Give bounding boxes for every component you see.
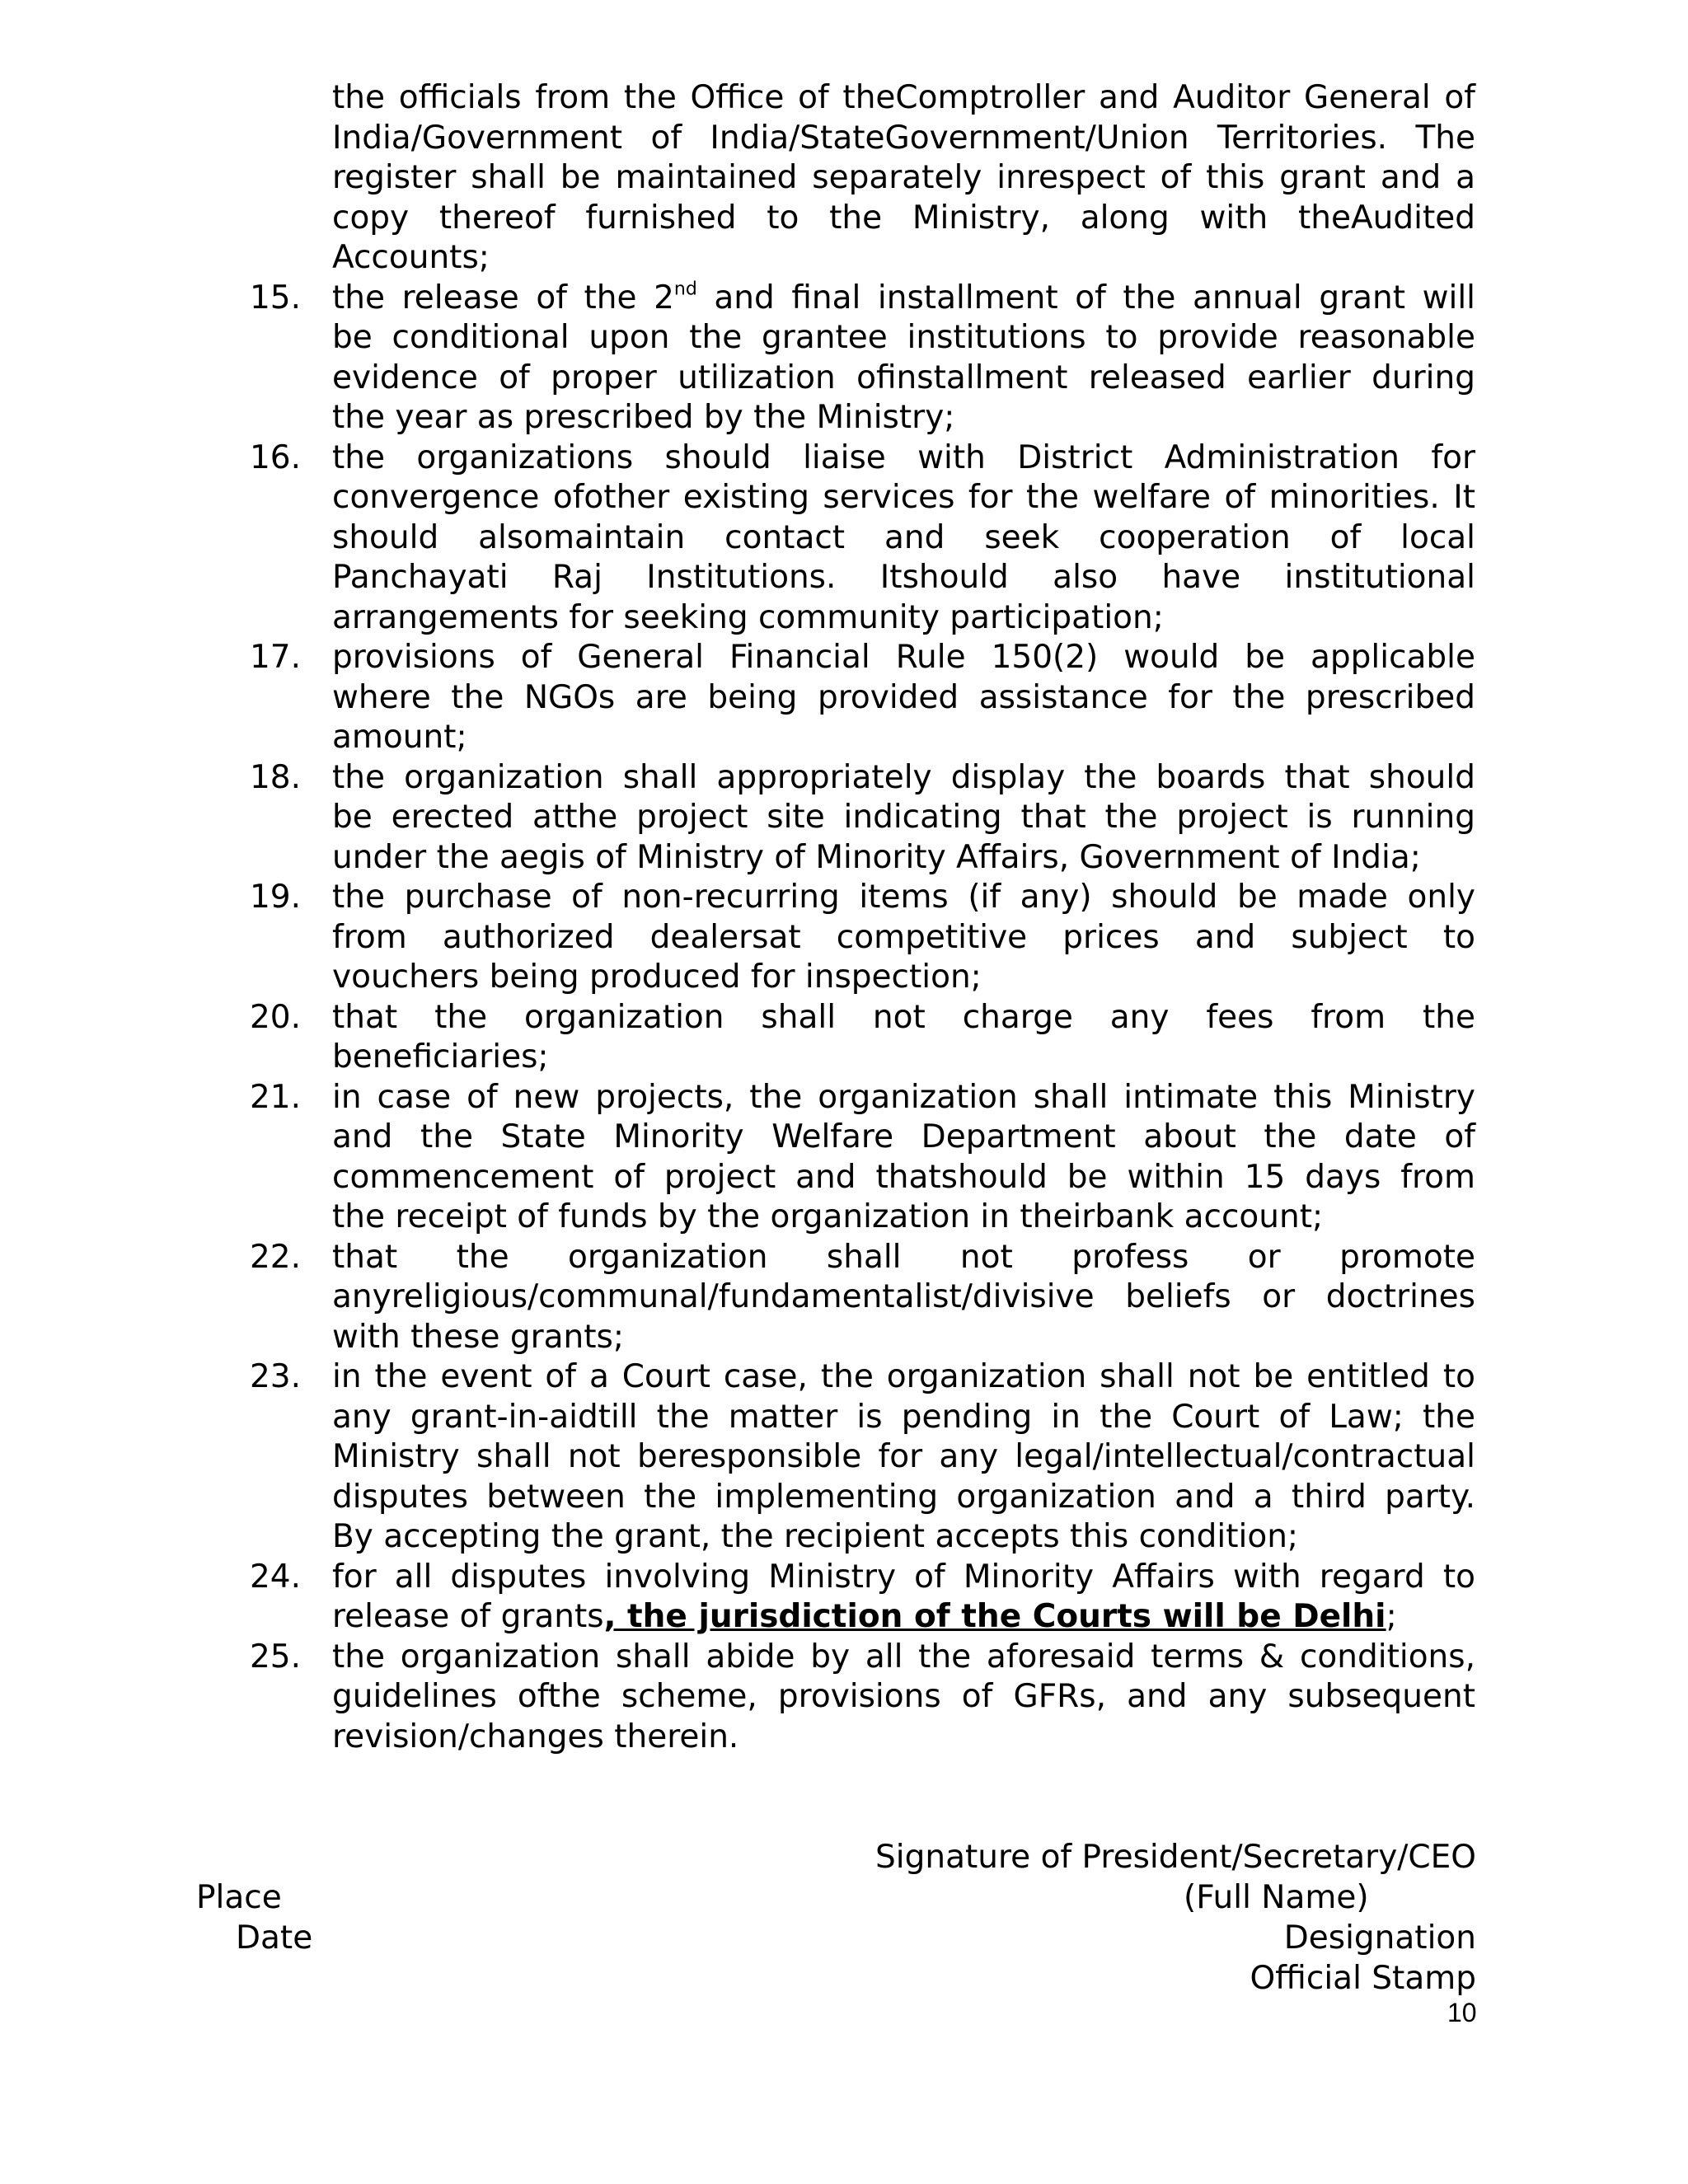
list-item-line: under the aegis of Ministry of Minority Affairs, Government of India; [332,838,1421,876]
item-number: 15. [249,279,301,316]
list-item-15: 15. the release of the 2nd and final installment of the annual grant will [239,279,1475,319]
list-item-19: 19. the purchase of non-recurring items (if any) should be made only [239,878,1475,918]
list-item-line: with these grants; [332,1318,625,1356]
list-item-line: any grant-in-aidtill the matter is pending in the Court of Law; the [332,1398,1475,1436]
list-item-line: By accepting the grant, the recipient accepts this condition; [332,1518,1299,1555]
list-item-line: vouchers being produced for inspection; [332,958,982,996]
list-item-line: register shall be maintained separately inrespect of this grant and a [332,159,1475,196]
list-item-line: Panchayati Raj Institutions. Itshould also have institutional [332,559,1475,596]
list-item-22: 22. that the organization shall not profess or promote [239,1238,1475,1278]
list-item-25: 25. the organization shall abide by all the aforesaid terms & conditions, [239,1638,1475,1678]
date-label: Date [236,1919,313,1957]
list-item-line: should alsomaintain contact and seek cooperation of local [332,518,1475,556]
list-item-line: beneficiaries; [332,1038,549,1076]
list-item-line: arrangements for seeking community participation; [332,598,1164,636]
list-item-line: and the State Minority Welfare Department about the date of [332,1118,1475,1155]
list-item-line: be erected atthe project site indicating that the project is running [332,799,1475,836]
page-number: 10 [1447,1998,1477,2027]
item-number: 18. [249,758,301,796]
list-item-line: India/Government of India/StateGovernment/Union Territories. The [332,119,1475,157]
official-stamp-label: Official Stamp [1250,1960,1476,1997]
list-item-line: revision/changes therein. [332,1718,739,1755]
item-number: 17. [249,639,301,676]
conditions-list [239,78,1475,1757]
list-item-20: 20. that the organization shall not charge any fees from the [239,998,1475,1038]
list-item-line: be conditional upon the grantee institutions to provide reasonable [332,319,1475,356]
place-label: Place [196,1879,282,1916]
list-item-line: Ministry shall not beresponsible for any legal/intellectual/contractual [332,1438,1475,1475]
ordinal-superscript: nd [673,279,697,299]
list-item-line: guidelines ofthe scheme, provisions of GFRs, and any subsequent [332,1678,1475,1715]
jurisdiction-clause: , the jurisdiction of the Courts will be Delhi [603,1598,1386,1635]
item-number: 21. [249,1078,301,1116]
list-item-line: commencement of project and thatshould be within 15 days from [332,1158,1475,1196]
list-item-18: 18. the organization shall appropriately display the boards that should [239,758,1475,799]
list-item-line: release of grants, the jurisdiction of the Courts will be Delhi; [332,1598,1397,1635]
list-item-line: amount; [332,719,467,756]
item-number: 16. [249,438,301,476]
item-number: 25. [249,1638,301,1675]
list-item-21: 21. in case of new projects, the organization shall intimate this Ministry [239,1078,1475,1118]
item-number: 24. [249,1558,301,1596]
list-item-23: 23. in the event of a Court case, the organization shall not be entitled to [239,1357,1475,1398]
list-item-line: evidence of proper utilization ofinstallment released earlier during [332,359,1475,396]
signature-line: Signature of President/Secretary/CEO [875,1839,1476,1876]
list-item-line: the receipt of funds by the organization in theirbank account; [332,1198,1324,1235]
list-item-line: the officials from the Office of theComptroller and Auditor General of [332,79,1475,116]
list-item-line: copy thereof furnished to the Ministry, along with theAudited [332,199,1475,237]
list-item-16: 16. the organizations should liaise with District Administration for [239,438,1475,479]
designation-label: Designation [1283,1919,1476,1957]
list-item-line: convergence ofother existing services for the welfare of minorities. It [332,479,1475,516]
item-number: 23. [249,1358,301,1395]
list-item-line: where the NGOs are being provided assistance for the prescribed [332,678,1475,716]
item-number: 20. [249,998,301,1036]
full-name-label: (Full Name) [1184,1879,1369,1916]
list-item-line: the year as prescribed by the Ministry; [332,399,955,436]
list-item-24: 24. for all disputes involving Ministry of Minority Affairs with regard to [239,1558,1475,1598]
list-item-line: Accounts; [332,239,490,276]
item-number: 22. [249,1238,301,1276]
list-item-17: 17. provisions of General Financial Rule 150(2) would be applicable [239,638,1475,678]
item-number: 19. [249,879,301,916]
list-item-line: from authorized dealersat competitive prices and subject to [332,918,1475,956]
list-item-line: anyreligious/communal/fundamentalist/divisive beliefs or doctrines [332,1278,1475,1315]
list-item-line: disputes between the implementing organization and a third party. [332,1478,1475,1516]
